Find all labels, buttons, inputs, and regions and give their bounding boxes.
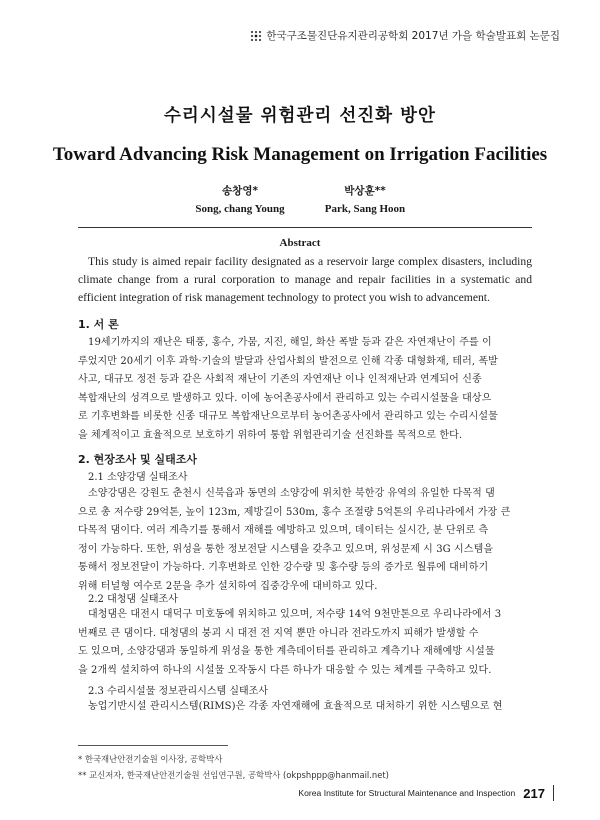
paragraph-line: 사고, 대규모 정전 등과 같은 사회적 재난이 기존의 자연재난 이나 인적재난과 연계되어 신종 <box>78 374 482 385</box>
author-2-english: Park, Sang Hoon <box>324 203 406 215</box>
section-1-body <box>78 334 532 445</box>
footnote-1: * 한국재난안전기술원 이사장, 공학박사 <box>78 754 223 764</box>
subsection-2-1-heading: 2.1 소양강댐 실태조사 <box>88 472 188 483</box>
page-number: 217 <box>523 785 545 801</box>
paragraph-line: 복합재난의 성격으로 발생하고 있다. 이에 농어촌공사에서 관리하고 있는 수리시설물을 대상으 <box>78 392 492 404</box>
paragraph-line: 을 2개씩 설치하여 하나의 시설물 오작동시 다른 하나가 대응할 수 있는 체계를 구축하고 있다. <box>78 664 492 676</box>
paragraph-line: 대청댐은 대전시 대덕구 미호동에 위치하고 있으며, 저수량 14억 9천만톤으로 우리나라에서 3 <box>88 609 502 620</box>
paragraph-line: 으로 총 저수량 29억톤, 높이 123m, 제방길이 530m, 홍수 조절량 5억톤의 우리나라에서 가장 큰 <box>78 506 511 518</box>
subsection-2-3-body <box>78 698 532 717</box>
paragraph-line: 정이 가능하다. 또한, 위성을 통한 정보전달 시스템을 갖추고 있으며, 위성문제 시 3G 시스템을 <box>78 543 494 555</box>
abstract-divider <box>78 227 532 228</box>
footnote-2: ** 교신저자, 한국재난안전기술원 선임연구원, 공학박사 (okpshppp@hanmail.net) <box>78 770 389 780</box>
footnotes <box>78 751 532 783</box>
footnote-divider <box>78 745 228 746</box>
title-korean: 수리시설물 위험관리 선진화 방안 <box>164 106 436 126</box>
paragraph-line: 번째로 큰 댐이다. 대청댐의 붕괴 시 대전 전 지역 뿐만 아니라 전라도까지 피해가 발생할 수 <box>78 627 479 639</box>
page-footer <box>298 785 554 801</box>
running-header <box>250 28 560 43</box>
paragraph-line: 을 체계적이고 효율적으로 보호하기 위하여 통합 위험관리기술 선진화를 목적으로 한다. <box>78 429 463 441</box>
footer-organization: Korea Institute for Structural Maintenance and Inspection <box>298 788 516 798</box>
paragraph-line: 19세기까지의 재난은 태풍, 홍수, 가뭄, 지진, 해일, 화산 폭발 등과 같은 자연재난이 주를 이 <box>88 337 492 348</box>
section-2-heading: 2. 현장조사 및 실태조사 <box>78 453 197 466</box>
paragraph-line: 로 기후변화를 비롯한 신종 대규모 복합재난으로부터 농어촌공사에서 관리하고 있는 수리시설물 <box>78 411 498 422</box>
paragraph-line: 다목적 댐이다. 여러 계측기를 통해서 재해를 예방하고 있으며, 데이터는 실시간, 분 단위로 측 <box>78 525 489 536</box>
journal-name: 한국구조물진단유지관리공학회 2017년 가을 학술발표회 논문집 <box>266 30 560 42</box>
paragraph-line: 위해 터널형 여수로 2문을 추가 설치하여 집중강우에 대비하고 있다. <box>78 580 378 592</box>
subsection-2-3-heading: 2.3 수리시설물 정보관리시스템 실태조사 <box>88 686 268 697</box>
paragraph-line: 소양강댐은 강원도 춘천시 신북읍과 동면의 소양강에 위치한 북한강 유역의 유일한 다목적 댐 <box>88 488 495 499</box>
author-2-korean: 박상훈** <box>344 185 386 197</box>
paragraph-line: 도 있으며, 소양강댐과 동일하게 위성을 통한 계측데이터를 관리하고 계측기나 재해예방 시설물 <box>78 646 495 657</box>
dotted-logo-icon <box>250 30 262 42</box>
footer-divider <box>553 785 554 801</box>
paragraph-line: 통해서 정보전달이 가능하다. 기후변화로 인한 강수량 및 홍수량 등의 증가로 월류에 대비하기 <box>78 562 489 573</box>
abstract-body: This study is aimed repair facility designated as a reservoir large complex disasters, including climate change from a rural corporation to manage and repair facilities in a systematic and efficient integration of risk management technology to protect you wish to advancement. <box>78 255 532 304</box>
subsection-2-2-body <box>78 606 532 680</box>
paragraph-line: 루었지만 20세기 이후 과학·기술의 발달과 산업사회의 발전으로 인해 각종 대형화재, 테러, 폭발 <box>78 355 498 367</box>
section-1-heading: 1. 서 론 <box>78 318 119 331</box>
author-1-english: Song, chang Young <box>195 203 285 215</box>
title-english: Toward Advancing Risk Management on Irrigation Facilities <box>52 144 548 165</box>
author-1-korean: 송창영* <box>222 185 258 197</box>
abstract-heading: Abstract <box>279 237 321 249</box>
paragraph-line: 농업기반시설 관리시스템(RIMS)은 각종 자연재해에 효율적으로 대처하기 위한 시스템으로 현 <box>88 701 503 712</box>
subsection-2-1-body <box>78 485 532 596</box>
author-2 <box>275 182 455 218</box>
subsection-2-2-heading: 2.2 대청댐 실태조사 <box>88 594 178 605</box>
